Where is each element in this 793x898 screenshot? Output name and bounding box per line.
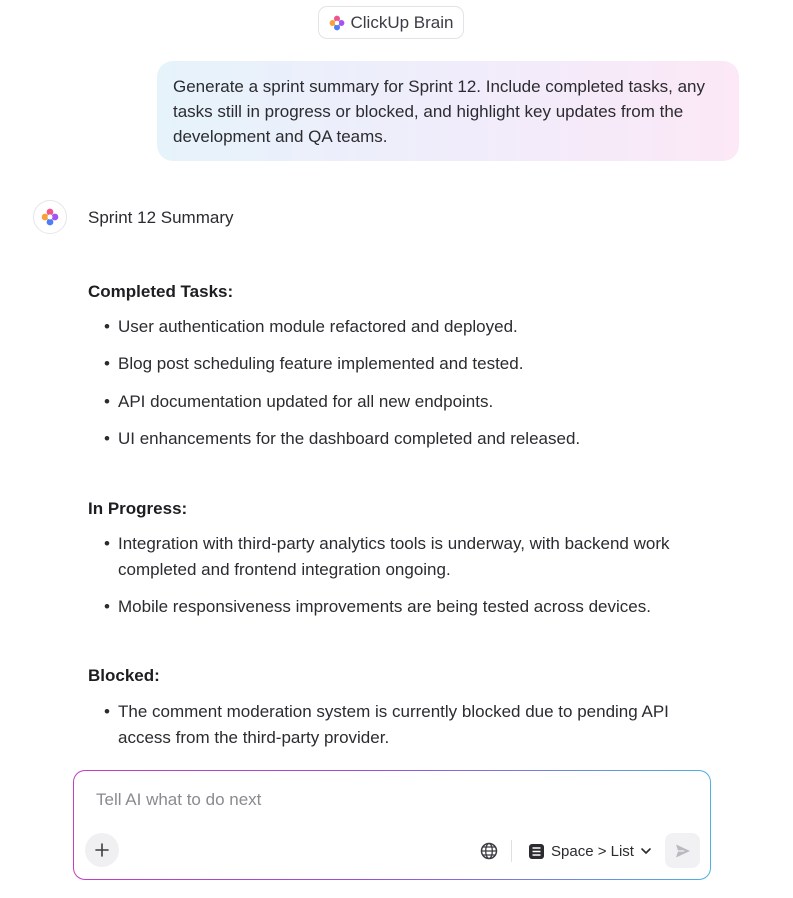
- list-icon: [528, 843, 545, 860]
- scope-selector[interactable]: [528, 840, 652, 862]
- list-item: [104, 531, 714, 583]
- scope-label: Space > List: [551, 842, 634, 860]
- bullet-marker: •: [104, 317, 110, 336]
- user-message-text: Generate a sprint summary for Sprint 12. Include completed tasks, any tasks still in progress or blocked, and highlight key updates from the development and QA teams.: [173, 77, 705, 146]
- list-item-text: The comment moderation system is currently blocked due to pending API access from the third-party provider.: [118, 702, 669, 747]
- bullet-marker: •: [104, 597, 110, 616]
- bullet-marker: •: [104, 534, 110, 553]
- clickup-brain-header: [318, 6, 464, 39]
- list-item-text: UI enhancements for the dashboard completed and released.: [118, 429, 581, 448]
- toolbar-divider: [511, 840, 512, 862]
- section-heading-in-progress: In Progress:: [88, 499, 188, 518]
- header-title: ClickUp Brain: [350, 12, 454, 32]
- chat-input-inner[interactable]: [74, 771, 710, 879]
- bullet-marker: •: [104, 392, 110, 411]
- bullet-marker: •: [104, 354, 110, 373]
- send-button[interactable]: [665, 833, 700, 868]
- list-item-text: Integration with third-party analytics tools is underway, with backend work completed and frontend integration ongoing.: [118, 534, 670, 579]
- user-message-bubble: [157, 61, 739, 161]
- list-item: [104, 426, 714, 452]
- list-item-text: Mobile responsiveness improvements are being tested across devices.: [118, 597, 651, 616]
- clickup-brain-logo-icon: [41, 208, 59, 226]
- list-item: [104, 699, 714, 751]
- list-item: [104, 351, 714, 377]
- section-heading-completed: Completed Tasks:: [88, 282, 234, 301]
- list-item-text: User authentication module refactored and deployed.: [118, 317, 518, 336]
- chevron-down-icon: [640, 845, 652, 857]
- globe-icon[interactable]: [479, 841, 499, 861]
- assistant-avatar: [33, 200, 67, 234]
- summary-title: Sprint 12 Summary: [88, 208, 234, 227]
- bullet-marker: •: [104, 702, 110, 721]
- chat-input-box[interactable]: [73, 770, 711, 880]
- add-button[interactable]: [85, 833, 119, 867]
- list-item-text: API documentation updated for all new endpoints.: [118, 392, 494, 411]
- list-item: [104, 389, 714, 415]
- list-item-text: Blog post scheduling feature implemented and tested.: [118, 354, 524, 373]
- section-heading-blocked: Blocked:: [88, 666, 160, 685]
- list-item: [104, 314, 714, 340]
- chat-input[interactable]: Tell AI what to do next: [96, 790, 262, 809]
- bullet-marker: •: [104, 429, 110, 448]
- list-item: [104, 594, 714, 620]
- clickup-brain-logo-icon: [329, 15, 345, 31]
- plus-icon: [94, 842, 110, 858]
- send-icon: [674, 842, 692, 860]
